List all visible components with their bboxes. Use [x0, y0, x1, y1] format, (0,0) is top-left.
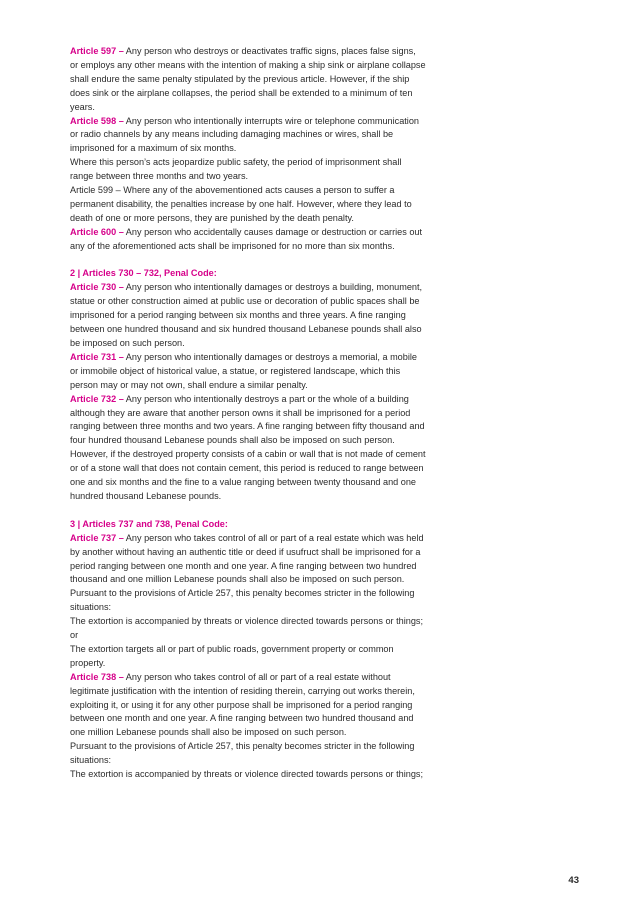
paragraph-text: Pursuant to the provisions of Article 257, this penalty becomes stricter in the following situations:	[70, 588, 415, 613]
article-text: Any person who intentionally damages or destroys a building, monument, statue or other construction aimed at public use or decoration of public spaces shall be imprisoned for a period ranging between six months and three years. A fine ranging between one hundred thousand and six hundred thousand Lebanese pounds shall also be imposed on such person.	[70, 282, 423, 349]
article-737	[70, 532, 426, 588]
article-597	[70, 45, 426, 115]
article-label: Article 737 –	[70, 532, 124, 543]
paragraph	[70, 768, 426, 782]
article-599	[70, 184, 426, 226]
article-598	[70, 115, 426, 157]
paragraph-text: The extortion targets all or part of public roads, government property or common property.	[70, 643, 394, 668]
section-spacer	[70, 254, 426, 268]
paragraph	[70, 643, 426, 671]
article-label: Article 598 –	[70, 115, 124, 126]
page-number: 43	[568, 875, 579, 886]
article-730	[70, 281, 426, 351]
article-label: Article 600 –	[70, 226, 124, 237]
article-label: Article 730 –	[70, 282, 124, 293]
article-label: Article 732 –	[70, 393, 124, 404]
article-738	[70, 671, 426, 741]
article-text: Any person who takes control of all or part of a real estate without legitimate justification with the intention of residing therein, carrying out works therein, exploiting it, or using it for any other purpose shall be imprisoned for a period ranging between one month and one year. A fine ranging between two hundred thousand and one million Lebanese pounds shall also be imposed on such person.	[70, 671, 415, 738]
paragraph-text: Where this person’s acts jeopardize public safety, the period of imprisonment shall range between three months and two years.	[70, 157, 402, 182]
article-731	[70, 351, 426, 393]
article-text: Any person who intentionally destroys a part or the whole of a building although they are aware that another person owns it shall be imprisoned for a period ranging between three months and two years. A fine ranging between fifty thousand and four hundred thousand Lebanese pounds shall also be imposed on such person.	[70, 393, 425, 446]
article-text: Any person who accidentally causes damage or destruction or carries out any of the aforementioned acts shall be imprisoned for no more than six months.	[70, 226, 423, 251]
paragraph-text: The extortion is accompanied by threats or violence directed towards persons or things;	[70, 769, 424, 780]
section-spacer	[70, 504, 426, 518]
section-heading: 2 | Articles 730 – 732, Penal Code:	[70, 268, 217, 279]
article-text: Any person who intentionally damages or destroys a memorial, a mobile or immobile object of historical value, a statue, or registered landscape, which this person may or may not own, shall endure a similar penalty.	[70, 351, 417, 390]
document-body	[70, 45, 426, 782]
article-label: Article 731 –	[70, 351, 124, 362]
paragraph-text: However, if the destroyed property consists of a cabin or wall that is not made of cement or of a stone wall that does not contain cement, this period is reduced to range between one and six months and the fine to a value ranging between twenty thousand and one hundred thousand Lebanese pounds.	[70, 449, 426, 501]
article-label: Article 738 –	[70, 671, 124, 682]
paragraph-text: Pursuant to the provisions of Article 257, this penalty becomes stricter in the following situations:	[70, 741, 415, 766]
section-heading: 3 | Articles 737 and 738, Penal Code:	[70, 518, 228, 529]
article-600	[70, 226, 426, 254]
paragraph	[70, 156, 426, 184]
paragraph	[70, 740, 426, 768]
paragraph-text: Article 599 – Where any of the abovementioned acts causes a person to suffer a permanent disability, the penalties increase by one half. However, where they lead to death of one or more persons, they are punished by the death penalty.	[70, 185, 412, 223]
paragraph	[70, 615, 426, 643]
article-732	[70, 393, 426, 449]
paragraph	[70, 587, 426, 615]
article-text: Any person who destroys or deactivates traffic signs, places false signs, or employs any other means with the intention of making a ship sink or airplane collapse shall endure the same penalty stipulated by the previous article. However, if the ship does sink or the airplane collapses, the period shall be extended to a minimum of ten years.	[70, 46, 426, 112]
article-label: Article 597 –	[70, 46, 124, 56]
paragraph-text: The extortion is accompanied by threats or violence directed towards persons or things; or	[70, 616, 424, 641]
article-text: Any person who takes control of all or part of a real estate which was held by another without having an authentic title or deed if usufruct shall be imprisoned for a period ranging between one month and one year. A fine ranging between two hundred thousand and one million Lebanese pounds shall also be imposed on such person.	[70, 532, 424, 585]
article-text: Any person who intentionally interrupts wire or telephone communication or radio channels by any means including damaging machines or wires, shall be imprisoned for a maximum of six months.	[70, 115, 419, 154]
paragraph	[70, 448, 426, 504]
